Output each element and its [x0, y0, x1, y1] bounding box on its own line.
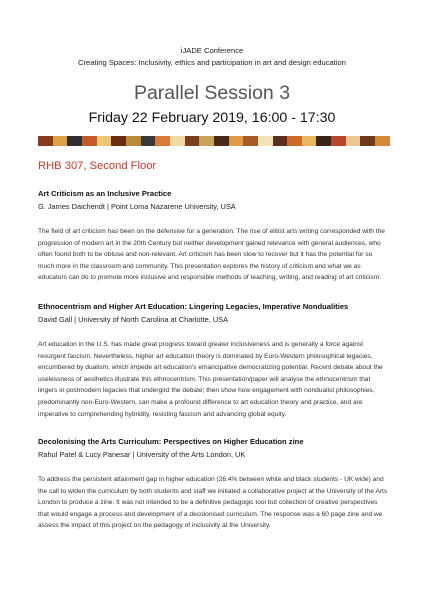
banner-stripe — [273, 136, 288, 146]
paper-entry — [38, 189, 390, 284]
banner-stripe — [243, 136, 258, 146]
banner-stripe — [199, 136, 214, 146]
banner-stripe — [360, 136, 375, 146]
banner-stripe — [287, 136, 302, 146]
paper-title: Art Criticism as an Inclusive Practice — [38, 189, 172, 198]
paper-author: Rahul Patel & Lucy Panesar | University of the Arts London, UK — [38, 450, 246, 459]
session-title: Parallel Session 3 — [133, 82, 291, 104]
paper-author: David Gall | University of North Carolina at Charlotte, USA — [38, 315, 229, 324]
paper-abstract: Art education in the U.S. has made great progress toward greater inclusiveness and is generally a force against resurgent fascism. Nevertheless, higher art education theory is dominated by Euro-Western philosophical legacies, encumbered by dualism, which impede art education's emancipative democratizing potential. Recent debate about the uselessness of aesthetics illustrate this ethnocentrism. This presentation/paper will analyse the ethnocentrism that lingers in postmodern legacies that undergird the debate; then show how engagement with nondualist philosophies, predominantly non-Euro-Western, can make a profound difference to art education theory and practice, and are imperative to comprehending hybridity, resisting fascism and advancing global equity. — [38, 341, 383, 418]
banner-stripe — [170, 136, 185, 146]
paper-author: G. James Daichendt | Point Loma Nazarene University, USA — [38, 202, 236, 211]
banner-stripe — [331, 136, 346, 146]
paper-entry — [38, 437, 390, 532]
banner-stripe — [82, 136, 97, 146]
banner-stripe — [229, 136, 244, 146]
banner-stripe — [126, 136, 141, 146]
banner-stripe — [346, 136, 361, 146]
banner-stripe — [185, 136, 200, 146]
banner-stripe — [111, 136, 126, 146]
conference-theme: Creating Spaces: Inclusivity, ethics and participation in art and design education — [78, 58, 346, 67]
banner-stripe — [316, 136, 331, 146]
banner-stripe — [141, 136, 156, 146]
banner-stripe — [38, 136, 53, 146]
banner-stripe — [97, 136, 112, 146]
banner-stripe — [258, 136, 273, 146]
banner-stripe — [155, 136, 170, 146]
banner-stripe — [302, 136, 317, 146]
decorative-banner — [38, 136, 390, 146]
paper-abstract: The field of art criticism has been on the defensive for a generation. The rise of elitist arts writing corresponded with the progression of modern art in the 20th Century but neither development gained relevance with general audiences, who often found both to be obtuse and non-relevant. Art criticism has been slow to recover but it has the potential for so much more in the classroom and community. This presentation explores the history of criticism and what we as educators can do to promote more inclusive and responsible methods of teaching, writing, and reading of art criticism. — [38, 228, 385, 282]
paper-title: Decolonising the Arts Curriculum: Perspectives on Higher Education zine — [38, 437, 304, 446]
paper-abstract: To address the persistent attainment gap in higher education (26.4% between white and black students - UK wide) and the call to widen the curriculum by both students and staff we initiated a collaborative project at the University of the Arts London to produce a zine. It was not intended to be a definitive pedagogic tool but collection of creative perspectives that would engage a process and development of a decolonised curriculum. The response was a 60 page zine and we assess the impact of this project on the pedagogy of inclusivity at the University. — [38, 476, 388, 530]
banner-stripe — [214, 136, 229, 146]
conference-name: iJADE Conference — [180, 46, 244, 55]
banner-stripe — [375, 136, 390, 146]
room-location: RHB 307, Second Floor — [38, 160, 157, 172]
session-datetime: Friday 22 February 2019, 16:00 - 17:30 — [88, 110, 336, 126]
paper-entry — [38, 302, 390, 420]
paper-title: Ethnocentrism and Higher Art Education: Lingering Legacies, Imperative Nondualities — [38, 302, 349, 311]
banner-stripe — [67, 136, 82, 146]
banner-stripe — [53, 136, 68, 146]
